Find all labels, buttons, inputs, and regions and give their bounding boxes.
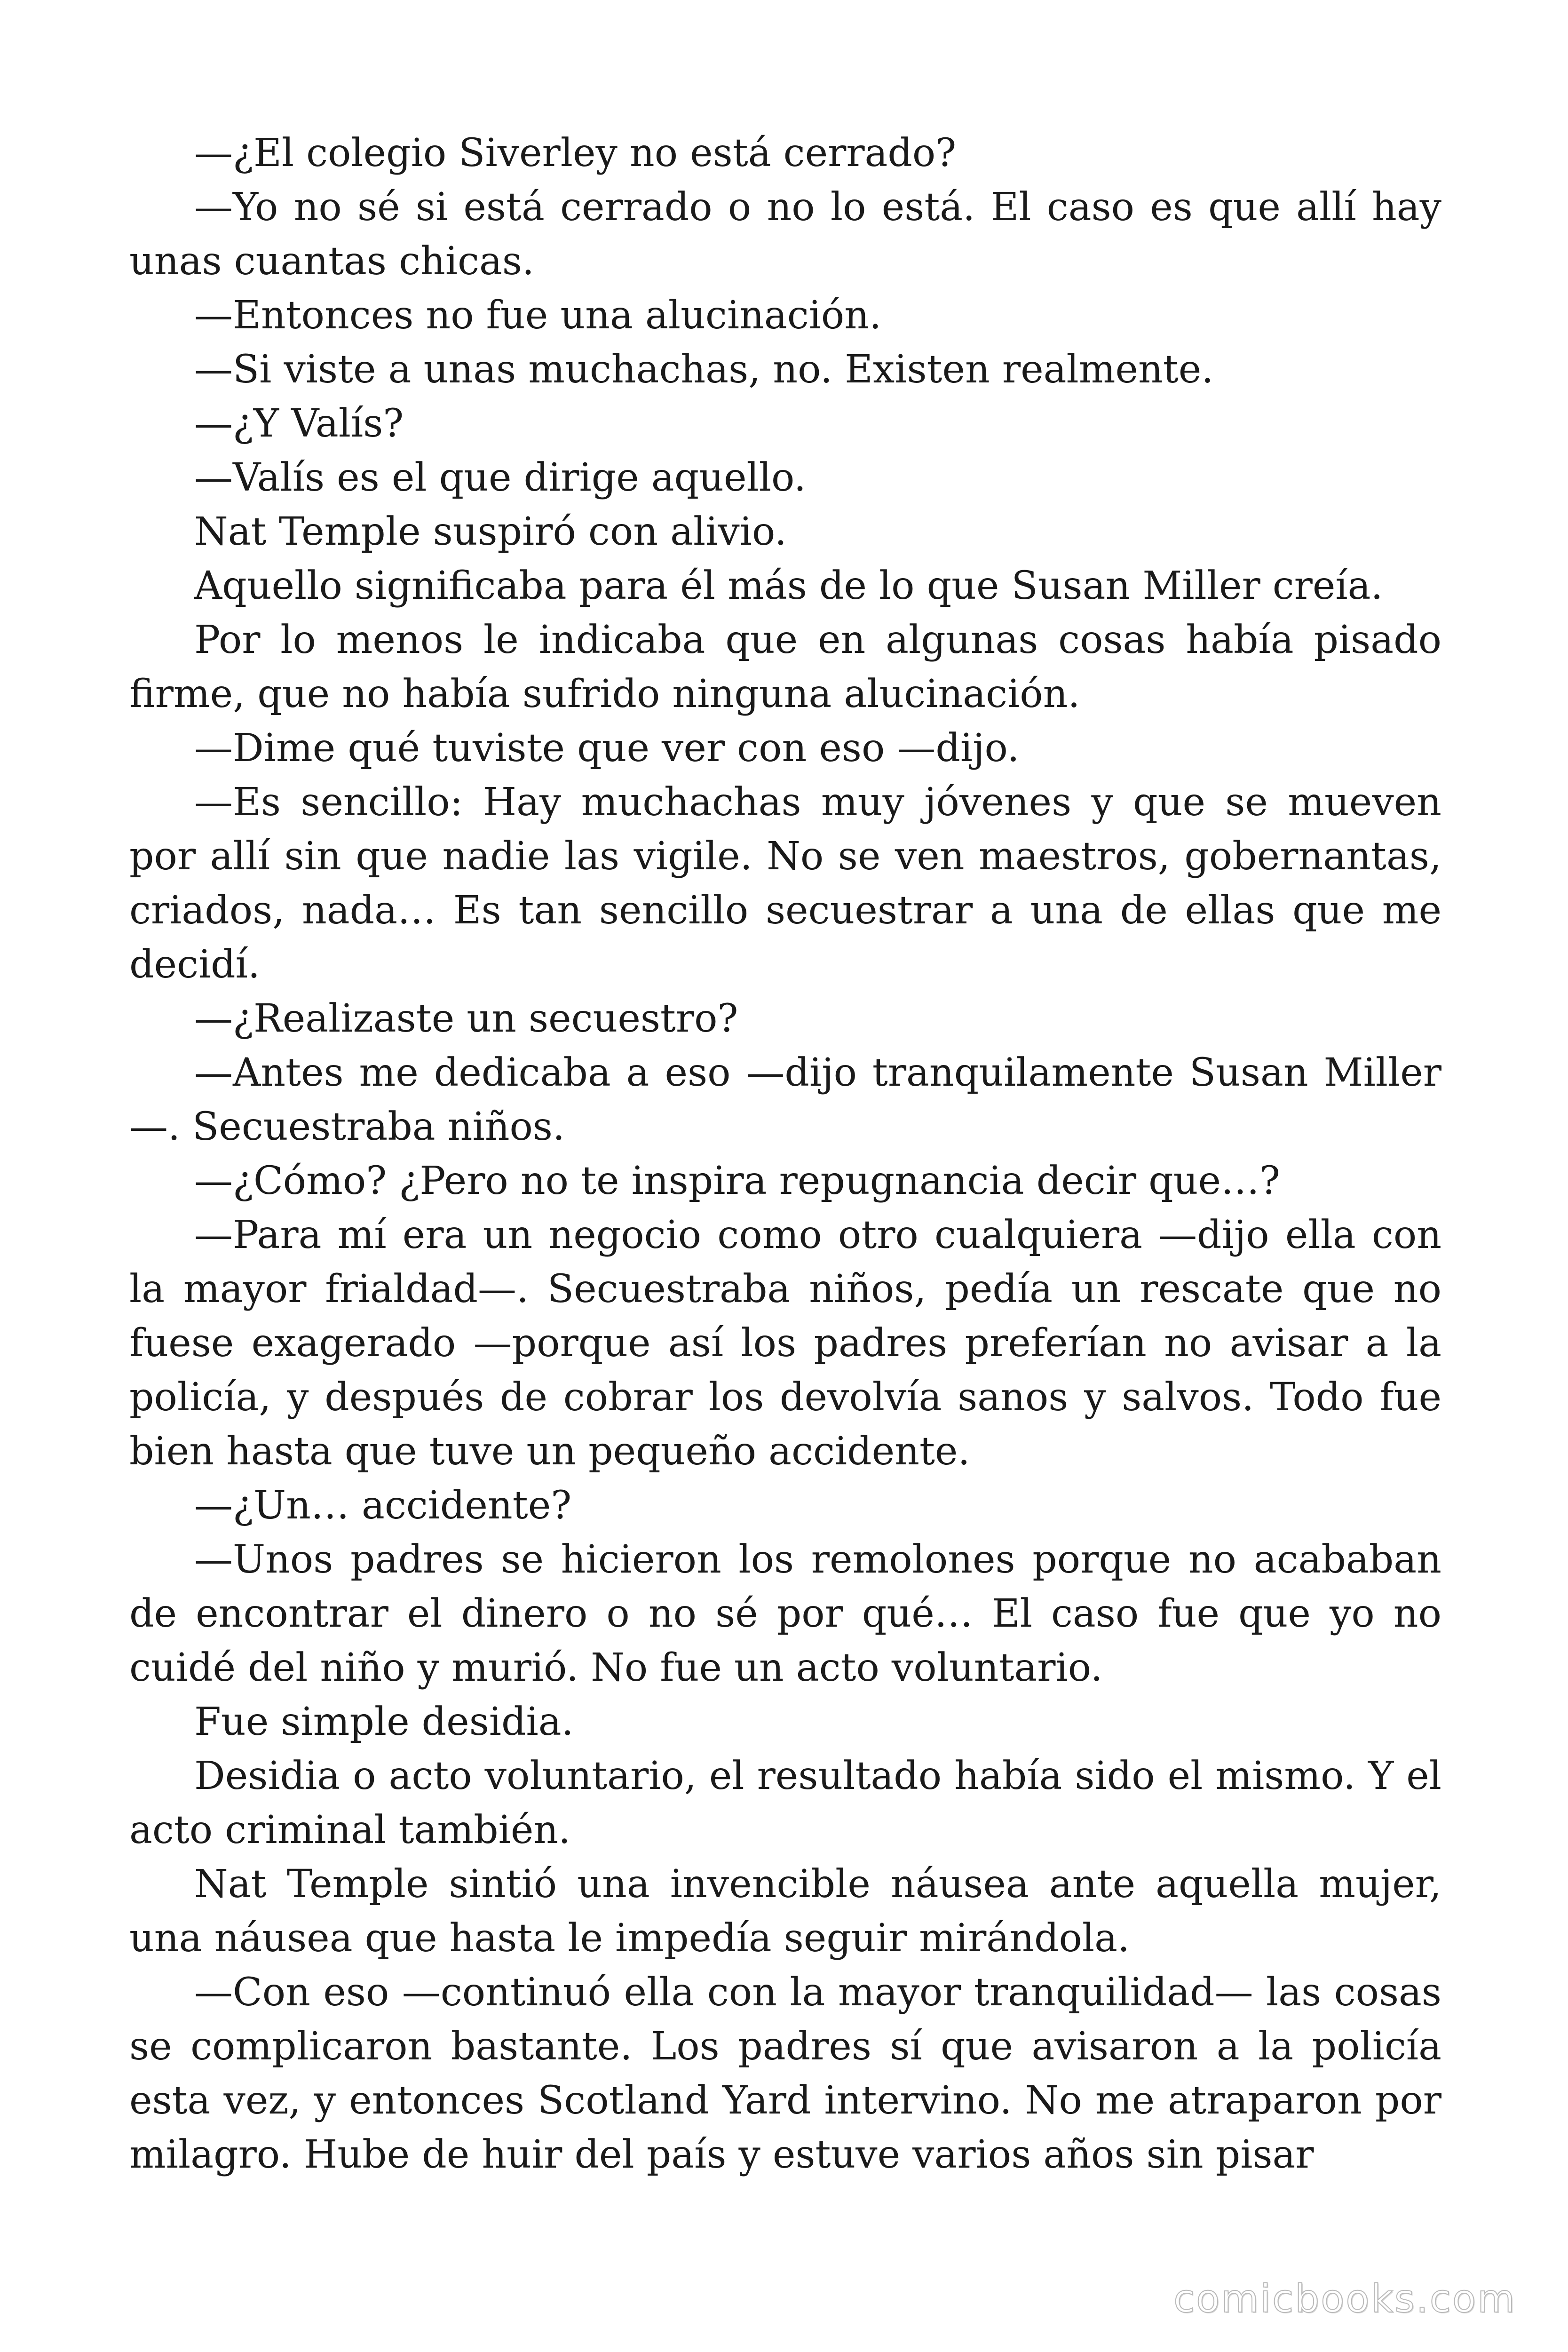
paragraph: —¿Cómo? ¿Pero no te inspira repugnancia decir que…? xyxy=(194,1159,1280,1203)
paragraph: Nat Temple suspiró con alivio. xyxy=(194,509,787,554)
paragraph: —¿El colegio Siverley no está cerrado? xyxy=(194,131,957,175)
paragraph: —Valís es el que dirige aquello. xyxy=(194,455,806,500)
paragraph: —Antes me dedicaba a eso —dijo tranquilamente Susan Miller —. Secuestraba niños. xyxy=(129,1050,1441,1149)
paragraph: Aquello significaba para él más de lo que Susan Miller creía. xyxy=(194,564,1383,608)
paragraph: —Unos padres se hicieron los remolones porque no acababan de encontrar el dinero o no sé por qué… El caso fue que yo no cuidé del niño y murió. No fue un acto voluntario. xyxy=(129,1537,1441,1690)
paragraph: Fue simple desidia. xyxy=(194,1700,574,1744)
paragraph: —Dime qué tuviste que ver con eso —dijo. xyxy=(194,726,1020,771)
paragraph: —¿Realizaste un secuestro? xyxy=(194,996,738,1041)
paragraph: Por lo menos le indicaba que en algunas cosas había pisado firme, que no había sufrido ninguna alucinación. xyxy=(129,618,1441,716)
paragraph: —¿Un… accidente? xyxy=(194,1483,572,1528)
paragraph: Desidia o acto voluntario, el resultado había sido el mismo. Y el acto criminal también. xyxy=(129,1754,1441,1852)
paragraph: —Es sencillo: Hay muchachas muy jóvenes y que se mueven por allí sin que nadie las vigile. No se ven maestros, gobernantas, criados, nada… Es tan sencillo secuestrar a una de ellas que me decidí. xyxy=(129,780,1441,987)
paragraph: —¿Y Valís? xyxy=(194,401,404,446)
paragraph: —Si viste a unas muchachas, no. Existen realmente. xyxy=(194,347,1214,392)
paragraph: —Para mí era un negocio como otro cualquiera —dijo ella con la mayor frialdad—. Secuestraba niños, pedía un rescate que no fuese exagerado —porque así los padres preferían no avisar a la policía, y después de cobrar los devolvía sanos y salvos. Todo fue bien hasta que tuve un pequeño accidente. xyxy=(129,1213,1441,1474)
paragraph: Nat Temple sintió una invencible náusea ante aquella mujer, una náusea que hasta le impedía seguir mirándola. xyxy=(129,1862,1441,1961)
paragraph: —Con eso —continuó ella con la mayor tranquilidad— las cosas se complicaron bastante. Los padres sí que avisaron a la policía esta vez, y entonces Scotland Yard intervino. No me atraparon por milagro. Hube de huir del país y estuve varios años sin pisar xyxy=(129,1970,1441,2177)
paragraph: —Entonces no fue una alucinación. xyxy=(194,293,882,338)
page-body xyxy=(129,126,1441,2177)
watermark: comicbooks.com xyxy=(1173,2277,1516,2321)
paragraph: —Yo no sé si está cerrado o no lo está. El caso es que allí hay unas cuantas chicas. xyxy=(129,185,1441,284)
